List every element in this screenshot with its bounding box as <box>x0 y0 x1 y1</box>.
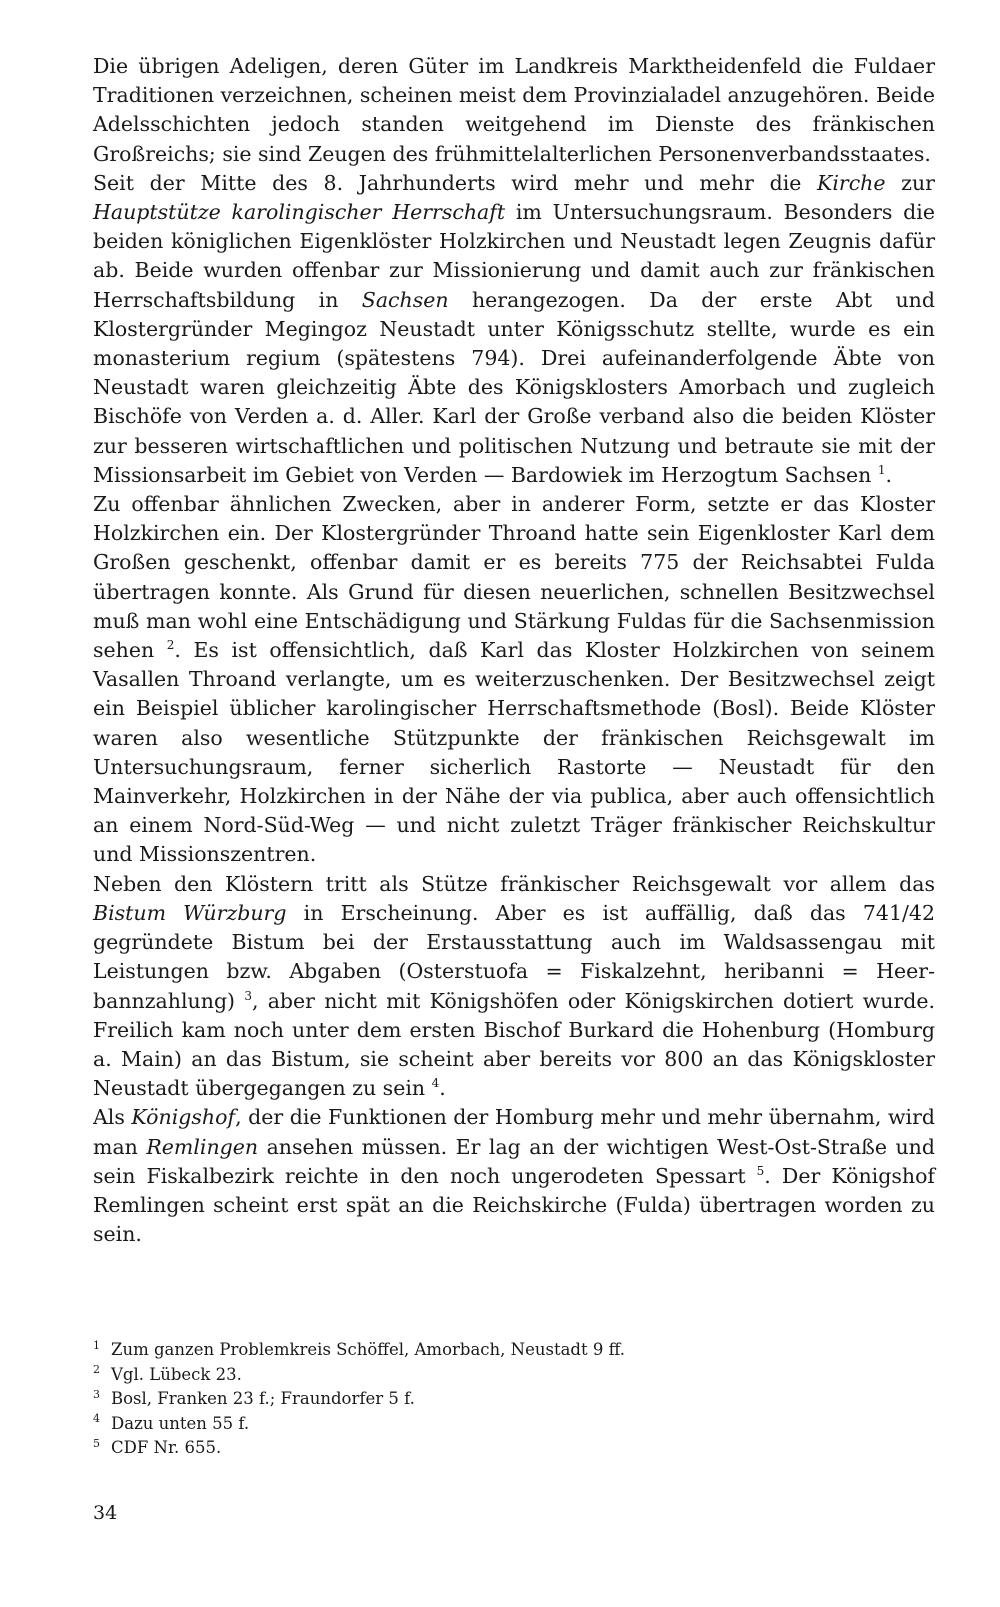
footnote-text: Vgl. Lübeck 23. <box>111 1364 242 1384</box>
footnote: 2 Vgl. Lübeck 23. <box>93 1363 242 1384</box>
text-run: , der die Funktionen der Homburg mehr und mehr übernahm, wird man <box>93 1105 935 1159</box>
footnote: 1 Zum ganzen Problemkreis Schöffel, Amorbach, Neustadt 9 ff. <box>93 1338 625 1359</box>
footnote: 4 Dazu unten 55 f. <box>93 1412 250 1433</box>
text-run: zur <box>885 170 935 195</box>
text-run: in Erscheinung. Aber es ist auffällig, daß das 741/42 gegründete Bistum bei der Erstausstattung auch im Waldsassengau mit Leistungen bzw. Abgaben (Osterstuofa = Fiskalzehnt, heribanni = Heerbannzahlung) <box>93 900 935 1013</box>
paragraph <box>93 490 935 870</box>
text-run: Seit der Mitte des 8. Jahrhunderts wird mehr und mehr die <box>93 170 818 195</box>
text-run: herangezogen. Da der erste Abt und Klostergründer Megingoz Neustadt unter Königsschutz stellte, wurde es ein monasterium regium (spätestens 794). Drei aufeinanderfolgende Äbte von Neustadt waren gleichzeitig Äbte des Königsklosters Amorbach und zugleich Bischöfe von Verden a. d. Aller. Karl der Große verband also die beiden Klöster zur besseren wirtschaftlichen und politischen Nutzung und betraute sie mit der Missionsarbeit im Gebiet von Verden — Bardowiek im Herzogtum Sachsen <box>93 287 935 487</box>
footnote-text: CDF Nr. 655. <box>111 1438 222 1457</box>
paragraph <box>93 52 935 169</box>
text-run: ansehen müssen. Er lag an der wichtigen West-Ost-Straße und sein Fiskalbezirk reichte in den noch ungerodeten Spessart <box>93 1134 936 1188</box>
footnote-text: Zum ganzen Problemkreis Schöffel, Amorbach, Neustadt 9 ff. <box>111 1340 625 1359</box>
footnote-reference: 3 <box>244 988 252 1003</box>
body-text <box>93 52 935 1249</box>
emphasis-text: Bistum Würzburg <box>93 900 287 925</box>
emphasis-text: Kirche <box>817 170 886 195</box>
paragraph <box>93 870 935 1104</box>
text-run: Die übrigen Adeligen, deren Güter im Landkreis Marktheidenfeld die Fuldaer Traditionen verzeichnen, scheinen meist dem Provinzialadel anzugehören. Beide Adelsschichten jedoch standen weitgehend im Dienste des fränkischen Großreichs; sie sind Zeugen des frühmittelalterlichen Personenverbandsstaates. <box>93 54 935 166</box>
footnote-text: Dazu unten 55 f. <box>111 1413 250 1433</box>
paragraph <box>93 1103 935 1249</box>
emphasis-text: Hauptstütze karolingischer Herrschaft <box>93 200 506 225</box>
text-run: . Der Königshof Remlingen scheint erst spät an die Reichskirche (Fulda) übertragen worden zu sein. <box>93 1163 935 1247</box>
footnote-reference: 2 <box>166 638 175 653</box>
footnote: 3 Bosl, Franken 23 f.; Fraundorfer 5 f. <box>93 1387 415 1408</box>
text-run: im Untersuchungsraum. Besonders die beiden königlichen Eigenklöster Holzkirchen und Neustadt legen Zeugnis dafür ab. Beide wurden offenbar zur Missionierung und damit auch zur fränkischen Herrschaftsbildung in <box>93 200 935 312</box>
footnote-text: Bosl, Franken 23 f.; Fraundorfer 5 f. <box>111 1389 415 1408</box>
text-run: . Es ist offensichtlich, daß Karl das Kloster Holzkirchen von seinem Vasallen Throand verlangte, um es weiterzuschenken. Der Besitzwechsel zeigt ein Beispiel üblicher karolingischer Herrschaftsmethode (Bosl). Beide Klöster waren also wesentliche Stützpunkte der fränkischen Reichsgewalt im Untersuchungsraum, ferner sicherlich Rastorte — Neustadt für den Mainverkehr, Holzkirchen in der Nähe der via publica, aber auch offensichtlich an einem Nord-Süd-Weg — und nicht zuletzt Träger fränkischer Reichskultur und Missionszentren. <box>93 638 935 867</box>
footnotes <box>93 1338 935 1461</box>
emphasis-text: Königshof <box>131 1105 236 1130</box>
footnote-reference: 1 <box>877 463 886 478</box>
emphasis-text: Remlingen <box>146 1134 259 1159</box>
page-number: 34 <box>93 1502 118 1524</box>
footnote: 5 CDF Nr. 655. <box>93 1436 222 1457</box>
footnote-reference: 4 <box>431 1076 440 1091</box>
footnote-reference: 5 <box>756 1163 765 1178</box>
text-run: Zu offenbar ähnlichen Zwecken, aber in anderer Form, setzte er das Kloster Holzkirchen ein. Der Klostergründer Throand hatte sein Eigenkloster Karl dem Großen geschenkt, offenbar damit er es bereits 775 der Reichsabtei Fulda übertragen konnte. Als Grund für diesen neuerlichen, schnellen Besitzwechsel muß man wohl eine Entschädigung und Stärkung Fuldas für die Sachsenmission sehen <box>93 492 935 663</box>
text-run: . <box>885 462 893 487</box>
emphasis-text: Sachsen <box>361 287 449 312</box>
text-run: . <box>439 1076 446 1101</box>
text-run: Neben den Klöstern tritt als Stütze fränkischer Reichsgewalt vor allem das <box>93 871 935 896</box>
paragraph <box>93 169 935 490</box>
text-run: Als <box>93 1105 132 1130</box>
text-run: , aber nicht mit Königshöfen oder Königskirchen dotiert wurde. Freilich kam noch unter dem ersten Bischof Burkard die Hohenburg (Homburg a. Main) an das Bistum, sie scheint aber bereits vor 800 an das Königskloster Neustadt übergegangen zu sein <box>93 988 936 1101</box>
